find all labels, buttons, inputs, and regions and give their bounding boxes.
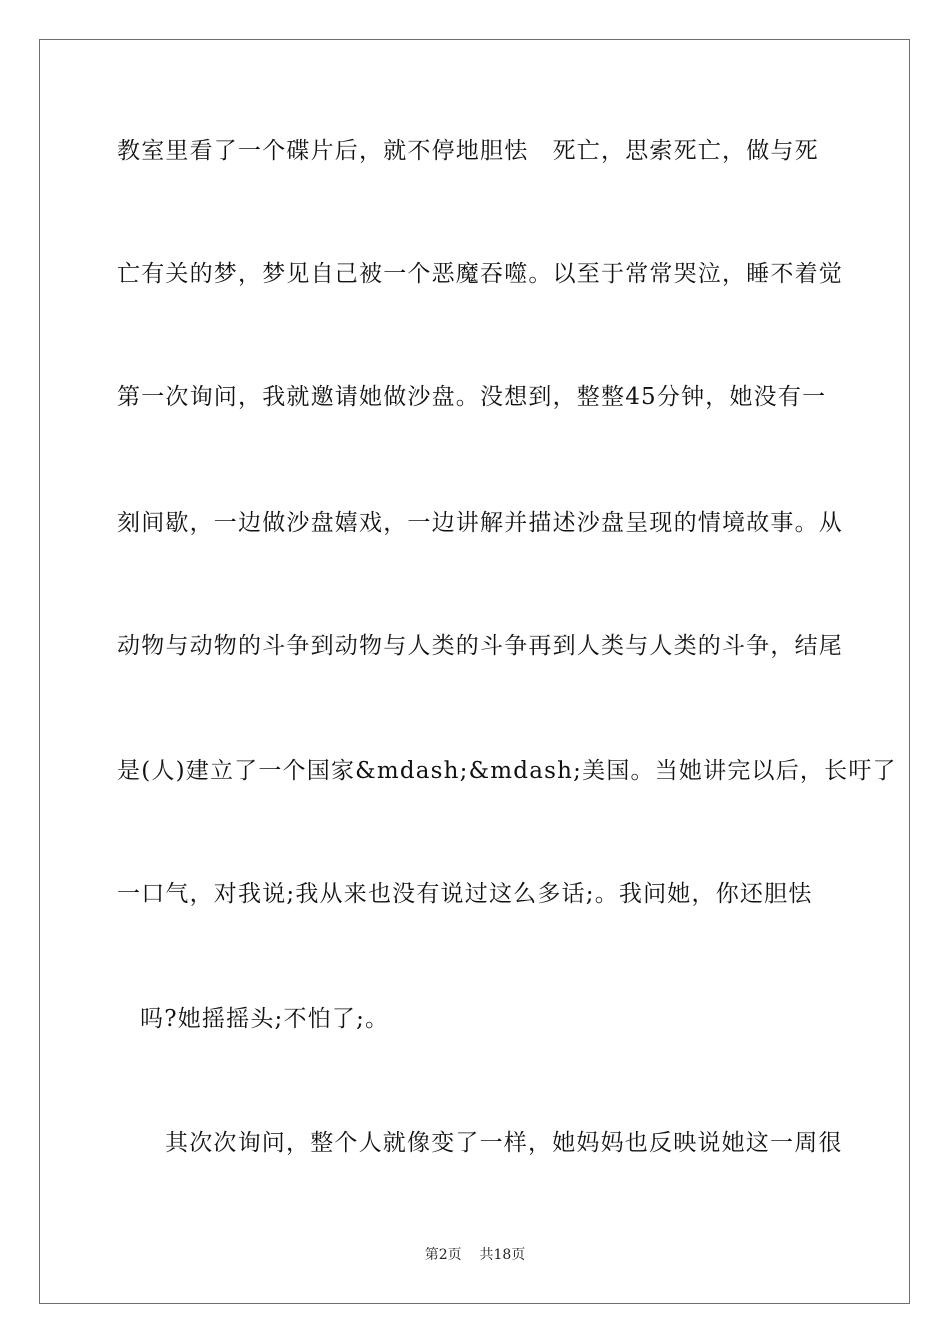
- body-text-line: 刻间歇，一边做沙盘嬉戏，一边讲解并描述沙盘呈现的情境故事。从: [117, 510, 843, 536]
- page-number: 第2页: [424, 1247, 462, 1263]
- body-text-line: 教室里看了一个碟片后，就不停地胆怯 死亡，思索死亡，做与死: [117, 138, 819, 164]
- page-footer: [0, 1246, 950, 1264]
- page-frame: [39, 39, 910, 1304]
- page-total: 共18页: [479, 1247, 526, 1263]
- body-text-line: 一口气，对我说;我从来也没有说过这么多话;。我问她，你还胆怯: [117, 881, 813, 907]
- body-text-line: 动物与动物的斗争到动物与人类的斗争再到人类与人类的斗争，结尾: [117, 633, 843, 659]
- body-text-line: 是(人)建立了一个国家&mdash;&mdash;美国。当她讲完以后，长吁了: [117, 758, 897, 784]
- paragraph-start-line: 其次次询问，整个人就像变了一样，她妈妈也反映说她这一周很: [165, 1130, 843, 1156]
- body-text-line: 亡有关的梦，梦见自己被一个恶魔吞噬。以至于常常哭泣，睡不着觉: [117, 261, 843, 287]
- body-text-line: 吗?她摇摇头;不怕了;。: [140, 1006, 390, 1032]
- body-text-line: 第一次询问，我就邀请她做沙盘。没想到，整整45分钟，她没有一: [117, 384, 827, 410]
- footer-spacer: [462, 1247, 480, 1263]
